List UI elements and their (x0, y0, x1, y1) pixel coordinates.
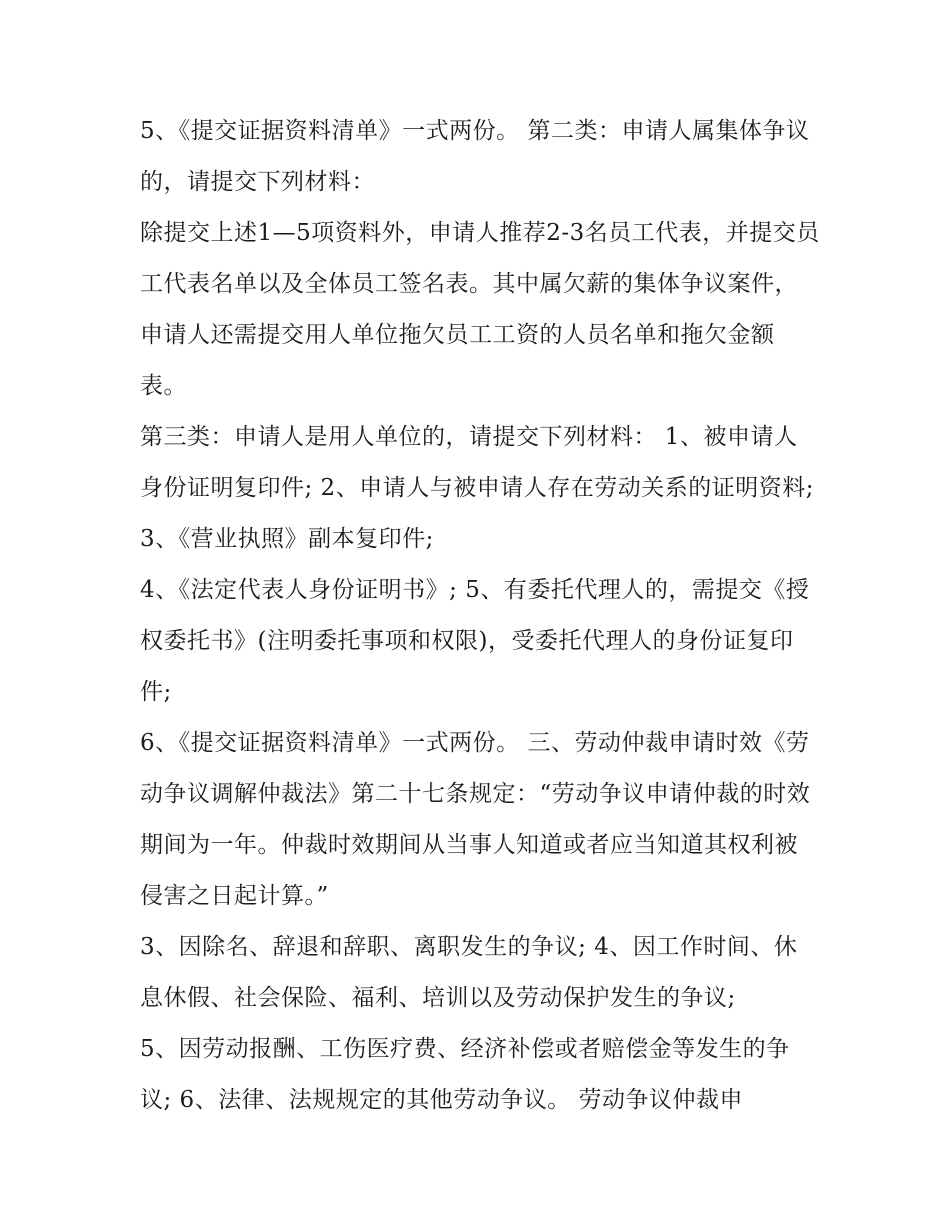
paragraph-collective-dispute: 除提交上述1—5项资料外，申请人推荐2-3名员工代表，并提交员工代表名单以及全体员工签名表。其中属欠薪的集体争议案件，申请人还需提交用人单位拖欠员工工资的人员名单和拖欠金额表。 (140, 220, 820, 399)
paragraph-legal-representative: 4、《法定代表人身份证明书》; 5、有委托代理人的，需提交《授权委托书》(注明委托事项和权限)，受委托代理人的身份证复印件; (140, 577, 810, 705)
paragraph-dispute-scope: 3、因除名、辞退和辞职、离职发生的争议; 4、因工作时间、休息休假、社会保险、福利、培训以及劳动保护发生的争议; (140, 934, 798, 1011)
paragraph-arbitration-time-limit: 6、《提交证据资料清单》一式两份。 三、劳动仲裁申请时效《劳动争议调解仲裁法》第二十七条规定：“劳动争议申请仲裁的时效期间为一年。仲裁时效期间从当事人知道或者应当知道其权利被侵害之日起计算。” (140, 730, 811, 909)
paragraph-materials-list: 5、《提交证据资料清单》一式两份。 第二类：申请人属集体争议的，请提交下列材料： (140, 118, 810, 195)
document-body (140, 106, 820, 1126)
paragraph-employer-applicant: 第三类：申请人是用人单位的，请提交下列材料： 1、被申请人身份证明复印件; 2、申请人与被申请人存在劳动关系的证明资料; 3、《营业执照》副本复印件; (140, 424, 814, 552)
paragraph-dispute-scope-continued: 5、因劳动报酬、工伤医疗费、经济补偿或者赔偿金等发生的争议; 6、法律、法规规定的其他劳动争议。 劳动争议仲裁申 (140, 1036, 790, 1113)
